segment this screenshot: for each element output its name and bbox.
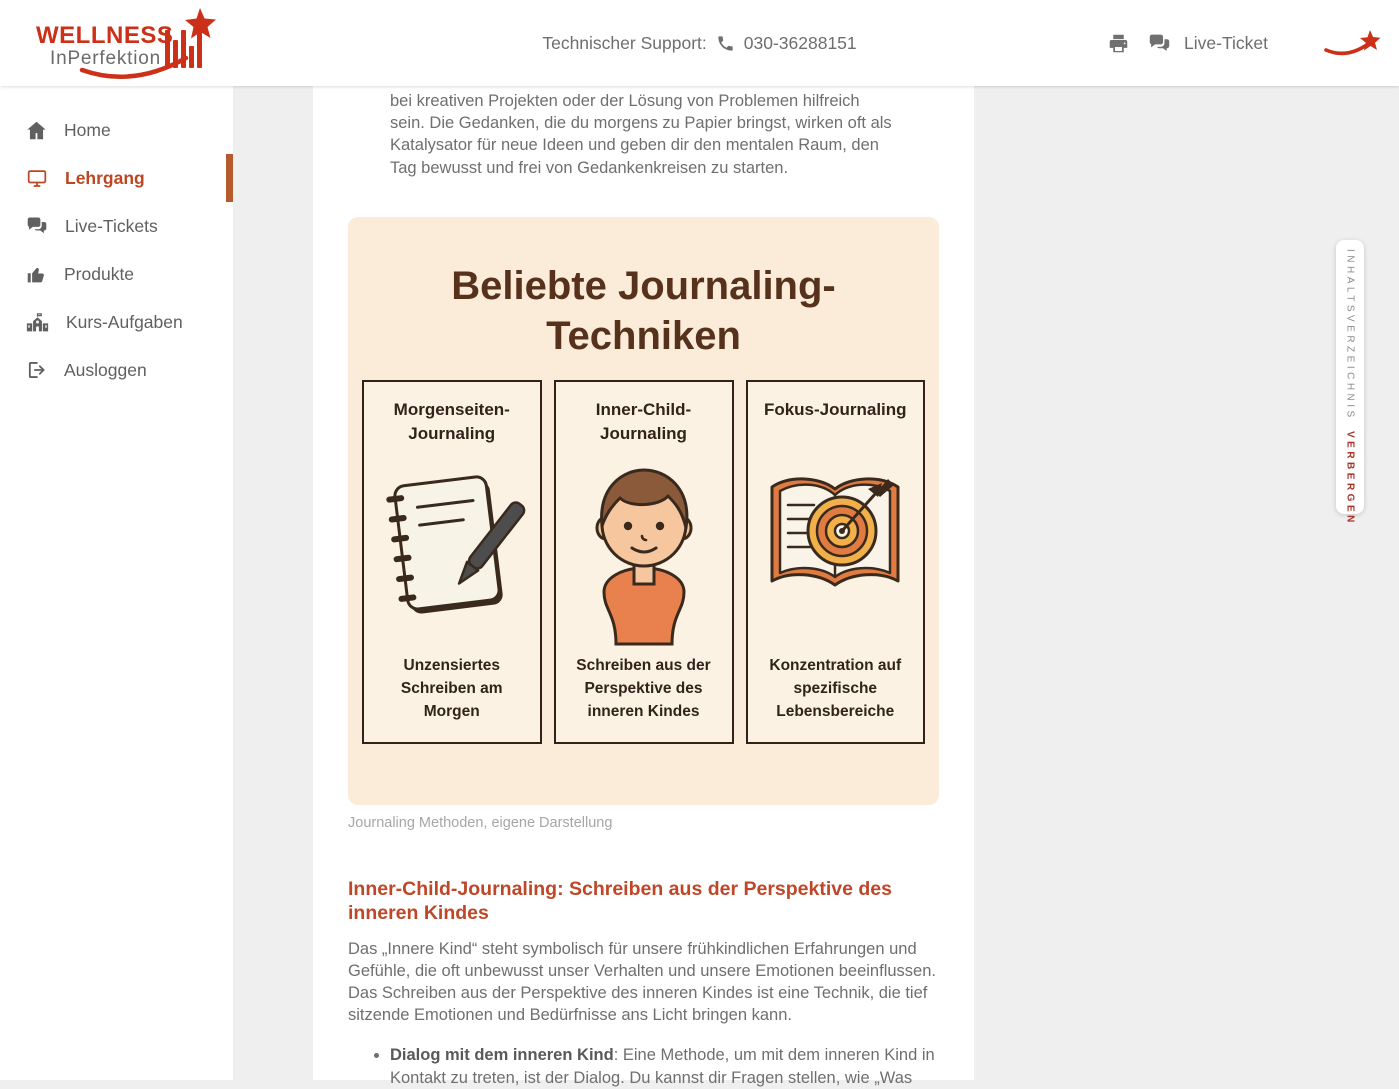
journaling-infographic <box>348 217 939 805</box>
infographic-cards <box>362 380 925 744</box>
image-caption: Journaling Methoden, eigene Darstellung <box>348 814 613 831</box>
sidebar-item-kurs-aufgaben[interactable] <box>0 298 233 346</box>
logo-text-line2: InPerfektion <box>50 48 161 69</box>
bullet-bold-lead: Dialog mit dem inneren Kind <box>390 1046 614 1065</box>
sidebar-item-live-tickets[interactable] <box>0 202 233 250</box>
app-header <box>0 0 1399 86</box>
home-icon <box>26 120 47 141</box>
support-label: Technischer Support: <box>542 32 707 53</box>
child-face-illustration-icon <box>564 456 724 646</box>
toc-word-verbergen: VERBERGEN <box>1344 430 1356 526</box>
thumbs-up-icon <box>26 264 47 285</box>
card-morgenseiten-journaling <box>362 380 542 744</box>
sidebar-item-label: Ausloggen <box>64 359 147 380</box>
card-caption: Schreiben aus der Perspektive des inneren Kindes <box>576 657 711 721</box>
support-phone[interactable]: 030-36288151 <box>743 32 857 53</box>
card-heading: Morgenseiten-Journaling <box>393 399 510 443</box>
sidebar-item-home[interactable] <box>0 106 233 154</box>
sidebar-item-label: Produkte <box>64 263 135 284</box>
sidebar-item-label: Live-Tickets <box>65 215 158 236</box>
list-item <box>390 1044 938 1088</box>
chat-bubbles-icon <box>1148 33 1171 54</box>
bullet-text: : Eine Methode, um mit dem inneren Kind in Kontakt zu treten, ist der Dialog. Du kannst dir Fragen stellen, wie „Was <box>390 1046 935 1087</box>
toc-collapse-tab[interactable] <box>1336 240 1364 526</box>
print-button[interactable] <box>1108 33 1129 54</box>
live-ticket-button[interactable] <box>1148 33 1171 54</box>
toc-label <box>1345 249 1356 526</box>
card-caption: Konzentration auf spezifische Lebensbereiche <box>769 657 902 721</box>
sidebar-item-ausloggen[interactable] <box>0 346 233 394</box>
logo-text-line1: WELLNESS <box>36 22 174 49</box>
infographic-title: Beliebte Journaling-Techniken <box>451 263 836 359</box>
printer-icon <box>1108 33 1129 54</box>
card-heading: Inner-Child-Journaling <box>595 399 692 443</box>
sign-out-icon <box>26 360 47 380</box>
intro-paragraph: bei kreativen Projekten oder der Lösung von Problemen hilfreich sein. Die Gedanken, die du morgens zu Papier bringst, wirken oft als Katalysator für neue Ideen und geben dir den mentalen Raum, den Tag bewusst und frei von Gedankenkreisen zu starten. <box>390 92 892 177</box>
card-fokus-journaling <box>746 380 926 744</box>
notebook-pen-illustration-icon <box>377 466 527 636</box>
book-target-illustration-icon <box>760 469 910 609</box>
card-inner-child-journaling <box>554 380 734 744</box>
card-caption: Unzensiertes Schreiben am Morgen <box>400 657 503 721</box>
card-heading: Fokus-Journaling <box>763 399 907 419</box>
sidebar-item-produkte[interactable] <box>0 250 233 298</box>
school-icon <box>26 312 49 333</box>
toc-word-inhaltsverzeichnis: INHALTSVERZEICHNIS <box>1344 249 1356 421</box>
content-panel <box>313 86 974 1087</box>
sidebar-item-label: Home <box>64 119 111 140</box>
live-ticket-label[interactable]: Live-Ticket <box>1184 32 1268 53</box>
sidebar-item-label: Lehrgang <box>65 167 145 188</box>
section-heading: Inner-Child-Journaling: Schreiben aus der Perspektive des inneren Kindes <box>348 877 892 925</box>
phone-icon <box>716 34 735 53</box>
sidebar-item-label: Kurs-Aufgaben <box>66 311 183 332</box>
logo-swoosh-star-icon <box>1323 26 1381 60</box>
sidebar-nav <box>0 86 233 1080</box>
bullet-list <box>348 1044 938 1088</box>
monitor-icon <box>26 168 48 189</box>
section-paragraph: Das „Innere Kind“ steht symbolisch für unsere frühkindlichen Erfahrungen und Gefühle, die oft unbewusst unser Verhalten und unsere Emotionen beeinflussen. Das Schreiben aus der Perspektive des inneren Kindes ist eine Technik, die tief sitzende Emotionen und Bedürfnisse ans Licht bringen kann. <box>348 939 936 1025</box>
comments-icon <box>26 216 48 236</box>
sidebar-item-lehrgang[interactable] <box>0 154 233 202</box>
header-actions <box>1108 0 1381 86</box>
